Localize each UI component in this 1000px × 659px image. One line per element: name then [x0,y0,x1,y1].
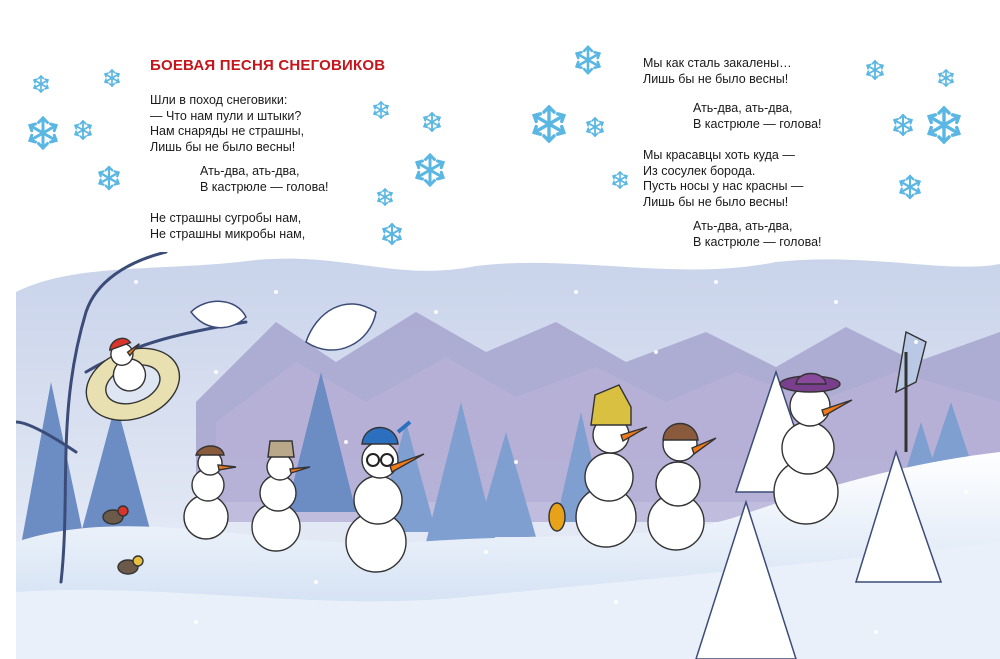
verse-line: — Что нам пули и штыки? [150,108,302,123]
snowflake-icon [30,118,56,148]
snowflake-icon [900,176,919,198]
verse-line: Ать-два, ать-два, [200,164,300,178]
verse-line: В кастрюле — голова! [200,179,329,194]
verse-line: В кастрюле — голова! [693,234,822,249]
verse-line: Не страшны микробы нам, [150,226,306,241]
snowflake-icon [417,155,443,185]
poem-title: БОЕВАЯ ПЕСНЯ СНЕГОВИКОВ [150,57,386,74]
snowflake-icon [929,108,959,142]
snowflake-icon [867,61,883,79]
snowflake-icon [34,76,48,92]
verse-line: Мы как сталь закалены… [643,56,792,70]
verse-line: Ать-два, ать-два, [693,101,793,115]
stanza-1 [150,93,304,155]
verse-line: Нам снаряды не страшны, [150,124,305,139]
verse-line: Шли в поход снеговики: [150,93,288,107]
snowflake-icon [374,102,388,118]
verse-line: Мы красавцы хоть куда — [643,148,795,162]
chorus-1 [200,164,329,195]
stanza-3 [643,56,792,87]
snowflake-icon [894,115,911,135]
snowflake-icon [424,113,440,131]
chorus-2 [693,101,822,132]
snowflake-icon [75,121,91,139]
verse-line: Лишь бы не было весны! [150,139,296,154]
verse-line: Ать-два, ать-два, [693,219,793,233]
snowflake-icon [534,107,564,141]
snowflake-icon [383,224,400,244]
chorus-3 [693,219,822,250]
verse-line: Не страшны сугробы нам, [150,211,302,225]
snowflake-icon [577,47,600,73]
verse-line: Лишь бы не было весны! [643,194,789,209]
verse-line: В кастрюле — голова! [693,116,822,131]
snowflake-icon [378,189,392,205]
snowmen-march-illustration [16,252,1000,659]
snowflake-icon [613,172,627,188]
verse-line: Лишь бы не было весны! [643,71,789,86]
snowflake-icon [105,70,119,86]
snowflake-icon [587,118,603,136]
verse-line: Из сосулек борода. [643,163,756,178]
stanza-4 [643,148,803,210]
stanza-2 [150,211,305,242]
snowflake-icon [939,70,953,86]
verse-line: Пусть носы у нас красны — [643,179,804,194]
snowflake-icon [99,167,118,189]
